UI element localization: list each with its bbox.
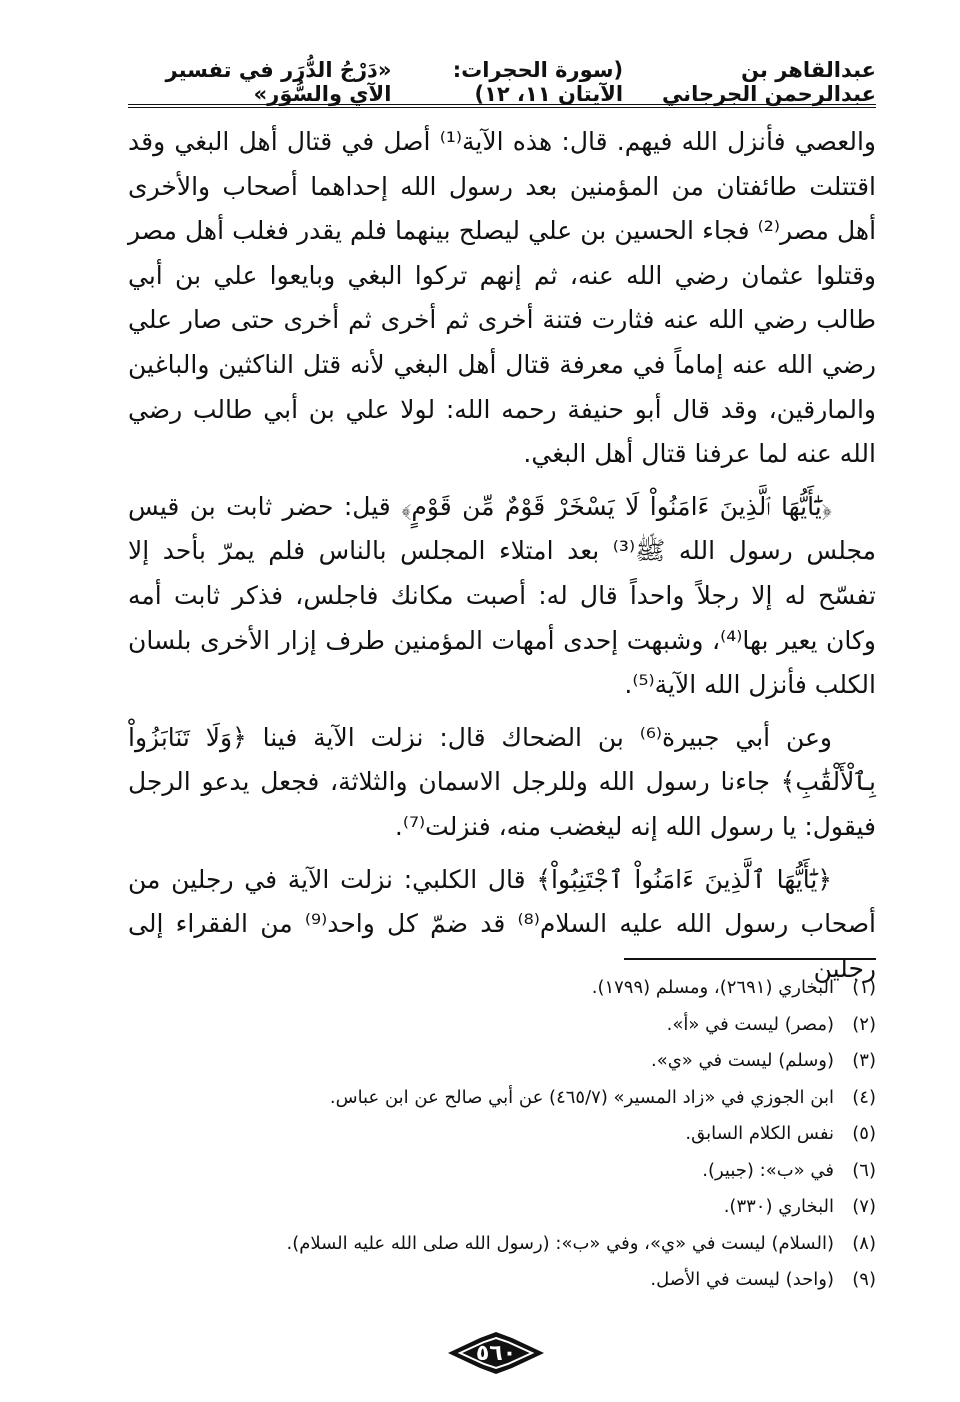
page-number: ٥٦٠ bbox=[475, 1340, 517, 1366]
footnote-text: (السلام) ليست في «ي»، وفي «ب»: (رسول الله صلى الله عليه السلام). bbox=[286, 1232, 834, 1254]
footnote bbox=[128, 1116, 876, 1153]
footnote-text: في «ب»: (جبير). bbox=[702, 1159, 834, 1181]
footnote-number: (٢) bbox=[852, 1013, 876, 1035]
footnote bbox=[128, 1007, 876, 1044]
paragraph-3: وعن أبي جبيرة⁽⁶⁾ بن الضحاك قال: نزلت الآية فينا ﴿وَلَا تَنَابَزُواْ بِٱلْأَلْقَٰبِ﴾ جاءنا رسول الله وللرجل الاسمان والثلاثة، فجعل يدعو الرجل فيقول: يا رسول الله إنه ليغضب منه، فنزلت⁽⁷⁾. bbox=[128, 722, 876, 841]
footnote bbox=[128, 1080, 876, 1117]
running-header bbox=[128, 58, 876, 106]
footnote-number: (٣) bbox=[852, 1050, 876, 1071]
footnote bbox=[128, 1226, 876, 1263]
header-rule-secondary bbox=[128, 107, 876, 108]
paragraph-1: والعصي فأنزل الله فيهم. قال: هذه الآية⁽¹⁾ أصل في قتال أهل البغي وقد اقتتلت طائفتان من المؤمنين بعد رسول الله إحداهما أصحاب والأخرى أهل مصر⁽²⁾ فجاء الحسين بن علي ليصلح بينهما فلم يقدر فغلب أهل مصر وقتلوا عثمان رضي الله عنه، ثم إنهم تركوا البغي وبايعوا علي بن أبي طالب رضي الله عنه فثارت فتنة أخرى ثم أخرى ثم أخرى حتى صار علي رضي الله عنه إماماً في معرفة قتال أهل البغي لأنه قتل الناكثين والباغين والمارقين، وقد قال أبو حنيفة رحمه الله: لولا علي بن أبي طالب رضي الله عنه لما عرفنا قتال أهل البغي. bbox=[128, 127, 877, 469]
footnote-text: (وسلم) ليست في «ي». bbox=[650, 1050, 834, 1071]
footnote-number: (٩) bbox=[852, 1269, 876, 1290]
header-book-title: «دَرْجُ الدُّرَر في تفسير الآي والسُّوَر» bbox=[165, 58, 392, 106]
footnote bbox=[128, 1262, 876, 1299]
paragraph-4: ﴿يَٰٓأَيُّهَا ٱلَّذِينَ ءَامَنُواْ ٱجْتَنِبُواْ﴾ قال الكلبي: نزلت الآية في رجلين من أصحاب رسول الله عليه السلام⁽⁸⁾ قد ضمّ كل واحد⁽⁹⁾ من الفقراء إلى رجلين bbox=[128, 864, 877, 983]
page-number-ornament bbox=[446, 1330, 546, 1376]
footnote-text: البخاري (٣٣٠). bbox=[723, 1196, 834, 1217]
paragraph-2: ﴿يَٰٓأَيُّهَا ٱلَّذِينَ ءَامَنُواْ لَا يَسْخَرْ قَوْمٌ مِّن قَوْمٍ﴾ قيل: حضر ثابت بن قيس مجلس رسول الله ﷺ⁽³⁾ بعد امتلاء المجلس بالناس فلم يمرّ بأحد إلا تفسّح له إلا رجلاً واحداً قال له: أصبت مكانك فاجلس، فذكر ثابت أمه وكان يعير بها⁽⁴⁾، وشبهت إحدى أمهات المؤمنين طرف إزار الأخرى بلسان الكلب فأنزل الله الآية⁽⁵⁾. bbox=[128, 491, 876, 700]
footnote-number: (٥) bbox=[852, 1123, 876, 1144]
main-text bbox=[128, 120, 876, 999]
header-rule bbox=[128, 104, 876, 105]
header-author: عبدالقاهر بن عبدالرحمن الجرجاني bbox=[661, 58, 876, 106]
footnote-separator bbox=[624, 958, 876, 960]
footnote bbox=[128, 1153, 876, 1190]
footnote-number: (٦) bbox=[852, 1159, 876, 1181]
footnote-text: البخاري (٢٦٩١)، ومسلم (١٧٩٩). bbox=[591, 977, 834, 998]
footnote-text: (واحد) ليست في الأصل. bbox=[650, 1269, 834, 1290]
header-surah: (سورة الحجرات: الآيتان ١١، ١٢) bbox=[452, 58, 624, 106]
footnote-text: (مصر) ليست في «أ». bbox=[666, 1013, 834, 1035]
footnote bbox=[128, 1189, 876, 1226]
footnote bbox=[128, 1043, 876, 1080]
footnote-text: ابن الجوزي في «زاد المسير» (٤٦٥/٧) عن أبي صالح عن ابن عباس. bbox=[329, 1086, 834, 1108]
footnote-number: (٧) bbox=[852, 1196, 876, 1217]
footnote-number: (٤) bbox=[852, 1086, 876, 1108]
footnote bbox=[128, 970, 876, 1007]
footnote-number: (١) bbox=[852, 977, 876, 998]
footnotes bbox=[128, 970, 876, 1299]
footnote-number: (٨) bbox=[852, 1232, 876, 1254]
footnote-text: نفس الكلام السابق. bbox=[685, 1123, 834, 1144]
